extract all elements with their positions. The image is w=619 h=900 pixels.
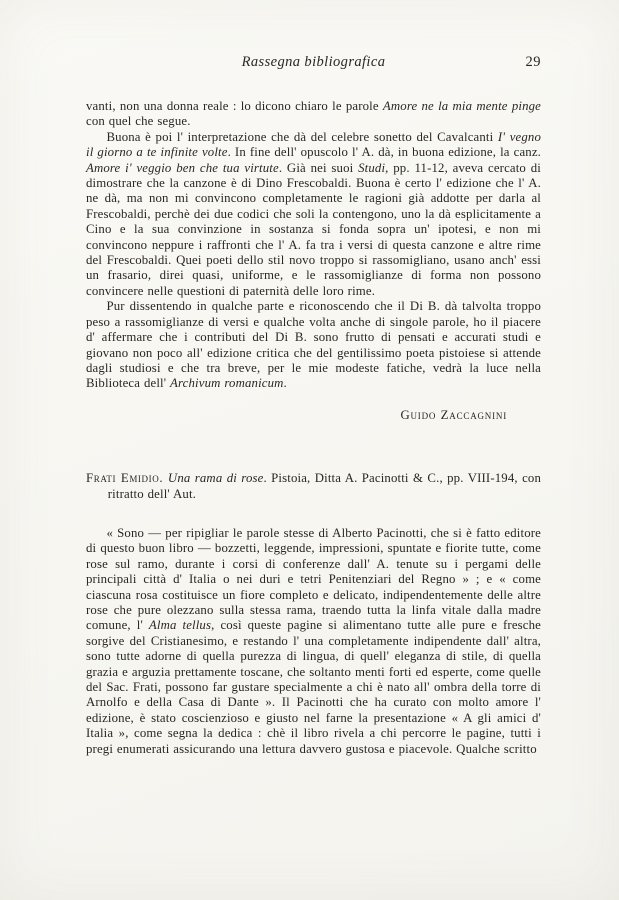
text-run: con quel che segue.	[86, 114, 191, 129]
text-run: . Già nei suoi	[278, 160, 359, 175]
text-run: . In fine dell' opuscolo l' A. dà, in buona edizione, la canz.	[227, 145, 541, 160]
text-run: , pp. 11-12, aveva cercato di dimostrare che la canzone è di Dino Frescobaldi. Buona è certo l' edizione che l' A. ne dà, ma non mi convincono completamente le ragioni già addotte per darla al Frescobaldi, perchè dei due codici che soli la contengono, uno la dà esplicitamente a Cino e la sua convinzione in sostanza si fonda sopra un' ipotesi, e non mi convincono neppure i raffronti che l' A. fa tra i versi di questa canzone e altre rime del Frescobaldi. Quei poeti dello stil novo troppo si rassomigliano, usano anch' essi un frasario, direi quasi, uniforme, e le rassomiglianze di forma non possono convincere nelle questioni di paternità delle loro rime.	[86, 160, 541, 298]
page-header	[86, 54, 541, 71]
text-run: , così queste pagine si alimentano tutte alle pure e fresche sorgive del Cristianesimo, e restando l' una completamente indipendente dall' altra, sono tutte adorne di quella purezza di lingua, di quell' eleganza di stile, di quella grazia e arguzia prettamente toscane, che soltanto menti forti ed esperte, come quelle del Sac. Frati, possono far gustare specialmente a chi è nato all' ombra della torre di Arnolfo e della Casa di Dante ». Il Pacinotti che ha curato con molto amore l' edizione, è stato coscienzioso e giusto nel farne la presentazione « A gli amici d' Italia », come segna la dedica : chè il libro rivela a chi percorre le pagine, tutti i pregi enumerati assicurando una lettura davvero gustosa e piacevole. Qualche scritto	[86, 618, 541, 756]
text-run: .	[283, 376, 287, 391]
reviewer-signature: Guido Zaccagnini	[400, 407, 507, 422]
italic-text: Amore i' veggio ben che tua virtute	[86, 160, 279, 175]
text-run: Pur dissentendo in qualche parte e riconoscendo che il Di B. dà talvolta troppo peso a rassomiglianze di versi e qualche volta anche di singole parole, ho il piacere d' affermare che i contributi del Di B. sono frutto di pensati e accurati studi e giovano non poco all' edizione critica che del gentilissimo poeta pistoiese si attende dagli studiosi e che tra breve, per le mie modeste fatiche, vedrà la luce nella Biblioteca dell'	[86, 299, 541, 391]
paragraph	[86, 130, 541, 299]
text-body	[86, 99, 541, 757]
italic-text: Una rama di rose	[167, 471, 264, 486]
journal-title: Rassegna bibliografica	[241, 54, 386, 70]
text-run: Buona è poi l' interpretazione che dà del celebre sonetto del Cavalcanti	[106, 129, 498, 144]
page-number: 29	[525, 54, 541, 70]
italic-text: I' vegno il giorno a te infinite volte	[86, 129, 542, 160]
text-run: . Pistoia, Ditta A. Pacinotti & C., pp. VIII-194, con ritratto dell' Aut.	[107, 471, 541, 501]
paragraph	[86, 526, 541, 757]
italic-text: Amore ne la mia mente pinge	[382, 99, 542, 113]
text-run: vanti, non una donna reale : lo dicono chiaro le parole	[86, 99, 383, 113]
italic-text: Archivum romanicum	[170, 376, 284, 391]
italic-text: Studi	[358, 160, 386, 175]
paragraph	[86, 299, 541, 391]
italic-text: Alma tellus	[148, 618, 212, 633]
text-run: « Sono — per ripigliar le parole stesse di Alberto Pacinotti, che si è fatto editore di questo buon libro — bozzetti, leggende, impressioni, spuntate e fiorite tutte, come rose sul ramo, durante i corsi di conferenze dall' A. tenute su i pergami delle principali città d' Italia o nei duri e tetri Penitenziari del Regno » ; e « come ciascuna rosa costituisce un fiore completo e delicato, indipendentemente delle altre rose che pure olezzano sulla stessa rama, traendo tutta la linfa vitale dalla madre comune, l'	[86, 525, 541, 633]
smallcaps-text: Frati Emidio.	[86, 471, 168, 486]
paragraph	[86, 99, 541, 130]
bibliographic-entry	[86, 471, 541, 502]
